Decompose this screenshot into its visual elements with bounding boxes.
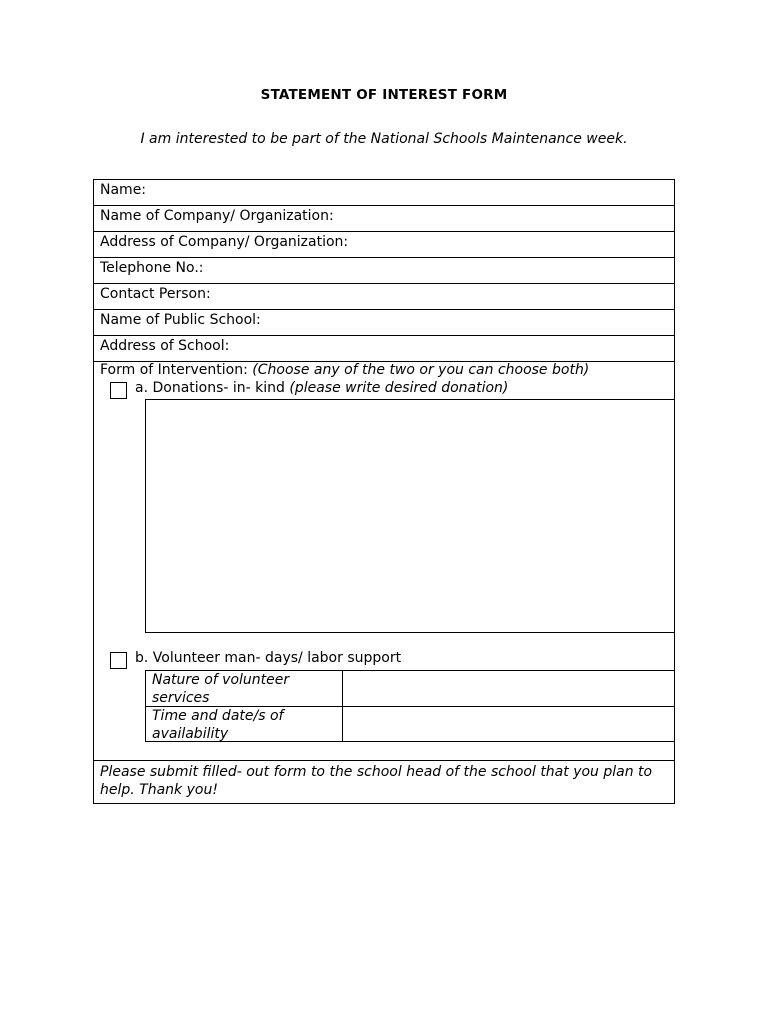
volunteer-availability-label: Time and date/s of availability — [146, 707, 343, 741]
volunteer-row — [146, 707, 674, 741]
form-subtitle: I am interested to be part of the National Schools Maintenance week. — [140, 131, 628, 147]
volunteer-option-label: b. Volunteer man- days/ labor support — [135, 650, 402, 666]
form-title: STATEMENT OF INTEREST FORM — [260, 87, 508, 103]
interest-form — [93, 179, 675, 804]
intervention-hint: (Choose any of the two or you can choose both) — [252, 362, 590, 378]
footer-note: Please submit filled- out form to the school head of the school that you plan to help. Thank you! — [100, 764, 653, 798]
donations-hint: (please write desired donation) — [289, 380, 509, 396]
volunteer-row — [146, 671, 674, 707]
volunteer-availability-input[interactable] — [344, 707, 674, 741]
volunteer-table — [145, 670, 675, 742]
field-school-address[interactable]: Address of School: — [94, 336, 674, 362]
field-public-school[interactable]: Name of Public School: — [94, 310, 674, 336]
donations-option-label — [135, 380, 508, 396]
donation-textarea[interactable] — [145, 399, 675, 633]
field-telephone[interactable]: Telephone No.: — [94, 258, 674, 284]
field-name[interactable]: Name: — [94, 180, 674, 206]
field-contact-person[interactable]: Contact Person: — [94, 284, 674, 310]
footer-divider — [94, 760, 674, 761]
volunteer-nature-input[interactable] — [344, 671, 674, 706]
intervention-label-text: Form of Intervention: — [100, 362, 248, 378]
field-company-address[interactable]: Address of Company/ Organization: — [94, 232, 674, 258]
field-company-name[interactable]: Name of Company/ Organization: — [94, 206, 674, 232]
intervention-label — [100, 362, 589, 378]
donations-checkbox[interactable] — [110, 382, 127, 399]
donations-label-text: a. Donations- in- kind — [135, 380, 285, 396]
volunteer-nature-label: Nature of volunteer services — [146, 671, 343, 706]
volunteer-checkbox[interactable] — [110, 652, 127, 669]
